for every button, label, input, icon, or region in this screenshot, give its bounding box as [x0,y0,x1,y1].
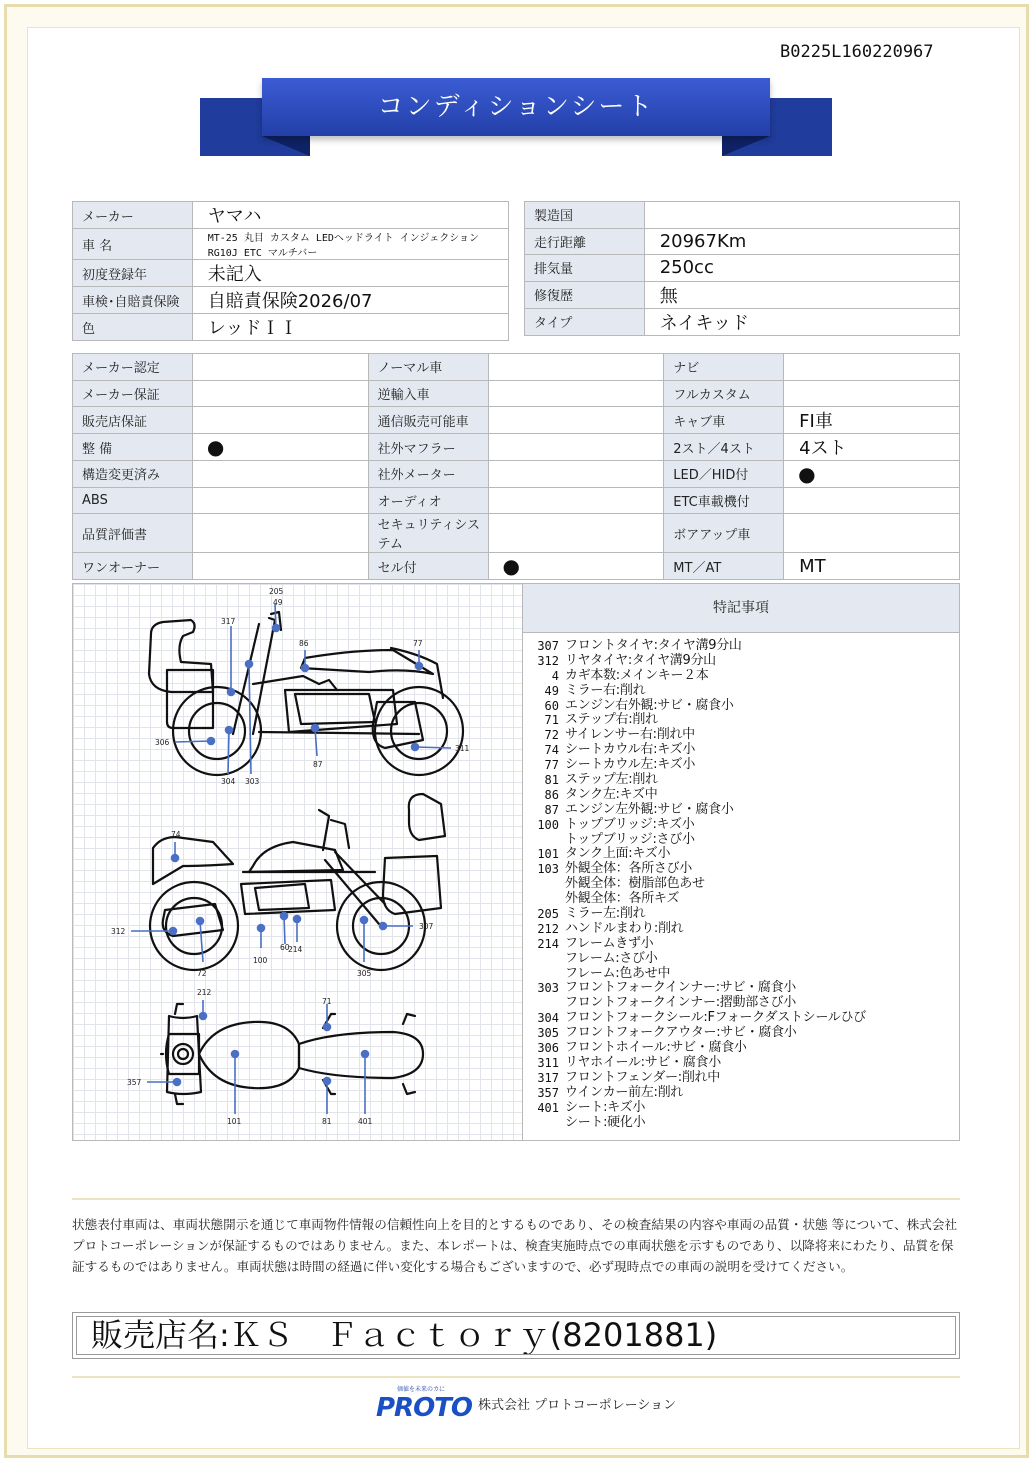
feature-value [488,407,664,434]
table-row [73,202,509,229]
feature-label: オーディオ [368,487,488,514]
note-text: エンジン右外観:サビ・腐食小 [565,697,734,713]
feature-value: ● [488,553,664,580]
list-item [525,937,957,952]
bike-diagram-grid [73,584,523,1140]
table-row [73,287,509,314]
note-number [525,1116,565,1131]
title-ribbon [200,78,832,188]
table-row [73,434,960,461]
note-text: フロントフォークシール:Fフォークダストシールひび [565,1010,866,1026]
cell-label: メーカー [73,202,193,229]
note-number [525,833,565,848]
diagram-label: 304 [221,777,236,786]
list-item [525,892,957,907]
feature-label: 整 備 [73,434,193,461]
note-text: ステップ右:削れ [565,712,658,728]
table-row [525,202,960,229]
diagram-label: 317 [221,617,236,626]
note-number: 86 [544,787,559,802]
feature-value [784,380,960,407]
feature-value [488,487,664,514]
diagram-label: 86 [299,639,309,648]
list-item [525,728,957,743]
feature-value [488,354,664,381]
note-number: 101 [537,847,559,862]
table-row [73,229,509,260]
note-number: 303 [537,981,559,996]
list-item [525,669,957,684]
note-number: 100 [537,817,559,832]
ribbon-fold-left [262,136,310,156]
diagram-label: 312 [111,927,126,936]
list-item [525,922,957,937]
feature-label: 品質評価書 [73,514,193,553]
basic-info-left-table [72,201,509,341]
cell-value: 250cc [644,255,959,282]
list-item [525,877,957,892]
feature-label: ETC車載機付 [664,487,784,514]
table-row [73,380,960,407]
note-number: 49 [544,683,559,698]
note-text: フロントホイール:サビ・腐食小 [565,1040,747,1056]
note-text: トップブリッジ:キズ小 [565,816,695,832]
feature-label: フルカスタム [664,380,784,407]
note-text: フロントフォークアウター:サビ・腐食小 [565,1025,797,1041]
list-item [525,1011,957,1026]
cell-value [644,202,959,229]
cell-label: タイプ [525,308,645,335]
note-text: ミラー右:削れ [565,682,646,698]
table-row [73,553,960,580]
company-name: 株式会社 プロトコーポレーション [478,1398,677,1413]
note-text: エンジン左外観:サビ・腐食小 [565,801,734,817]
feature-label: MT／AT [664,553,784,580]
note-number [525,996,565,1011]
note-number: 71 [544,713,559,728]
basic-info-right-table [524,201,960,336]
cell-label: 車 名 [73,229,193,260]
list-item [525,1026,957,1041]
logo-tagline: 価値を未来のカに [396,1386,445,1393]
list-item [525,818,957,833]
table-row [525,228,960,255]
diagram-label: 71 [322,997,332,1006]
feature-value [192,461,368,488]
note-text: シート:キズ小 [565,1099,646,1115]
cell-label: 排気量 [525,255,645,282]
cell-label: 車検･自賠責保険 [73,287,193,314]
diagram-label: 303 [245,777,260,786]
cell-value: 20967Km [644,228,959,255]
feature-label: ナビ [664,354,784,381]
note-number: 103 [537,862,559,877]
note-number: 60 [544,698,559,713]
cell-label: 製造国 [525,202,645,229]
list-item [525,833,957,848]
feature-value [784,487,960,514]
diagram-label: 305 [357,969,372,978]
cell-value: MT-25 丸目 カスタム LEDヘッドライト インジェクション RG10J ETC マルチバー [192,229,508,260]
list-item [525,654,957,669]
footer-divider [72,1376,960,1378]
feature-label: 販売店保証 [73,407,193,434]
note-number: 4 [551,668,559,683]
list-item [525,1086,957,1101]
list-item [525,1116,957,1131]
note-text: シートカウル左:キズ小 [565,757,696,773]
notes-title: 特記事項 [523,584,959,633]
feature-value [192,487,368,514]
list-item [525,1041,957,1056]
note-text: リヤホイール:サビ・腐食小 [565,1054,721,1070]
note-text: 外観全体：樹脂部色あせ [565,876,705,892]
table-row [73,407,960,434]
diagram-label: 81 [322,1117,332,1126]
feature-label: セキュリティシステム [368,514,488,553]
note-number: 87 [544,802,559,817]
note-number [525,952,565,967]
note-text: カギ本数:メインキー２本 [565,667,709,683]
note-number: 205 [537,907,559,922]
note-number: 357 [537,1085,559,1100]
ribbon-fold-right [722,136,770,156]
note-text: リヤタイヤ:タイヤ溝9分山 [565,652,716,668]
diagram-label: 60 [280,943,290,952]
note-number: 401 [537,1100,559,1115]
feature-label: ABS [73,487,193,514]
note-number: 311 [537,1055,559,1070]
note-number [525,967,565,982]
note-number: 307 [537,639,559,653]
note-number: 317 [537,1070,559,1085]
note-number: 81 [544,773,559,788]
list-item [525,996,957,1011]
list-item [525,788,957,803]
diagram-label: 100 [253,956,268,965]
table-row [525,255,960,282]
note-text: ウインカー前左:削れ [565,1084,683,1100]
bike-diagram [73,584,523,1140]
table-row [73,514,960,553]
feature-value [192,553,368,580]
note-number: 304 [537,1011,559,1026]
note-text: ステップ左:削れ [565,772,658,788]
diagram-label: 87 [313,760,323,769]
list-item [525,967,957,982]
table-row [73,260,509,287]
diagram-label: 205 [269,587,284,596]
note-number: 77 [544,758,559,773]
feature-label: セル付 [368,553,488,580]
cell-label: 初度登録年 [73,260,193,287]
diagram-label: 214 [288,945,303,954]
diagram-label: 311 [455,744,470,753]
list-item [525,952,957,967]
feature-label: 社外マフラー [368,434,488,461]
diagram-label: 306 [155,738,170,747]
disclaimer-text: 状態表付車両は、車両状態開示を通じて車両物件情報の信頼性向上を目的とするものであり、その検査結果の内容や車両の品質・状態 等について、株式会社プロトコーポレーションが保証するものではありません。また、本レポートは、検査実施時点での車両状態を示すものであり、以降将来にわたり、品質を保証するものではありません。車両状態は時間の経過に伴い変化する場合もございますので、必ず現時点での車両の説明を受けてください。 [72,1217,958,1274]
feature-label: 2スト／4スト [664,434,784,461]
note-text: サイレンサー右:削れ中 [565,727,695,743]
cell-value: 無 [644,281,959,308]
feature-value: MT [784,553,960,580]
feature-value [192,514,368,553]
note-number: 74 [544,743,559,758]
feature-label: 社外メーター [368,461,488,488]
diagram-label: 212 [197,988,212,997]
feature-label: ワンオーナー [73,553,193,580]
cell-label: 色 [73,314,193,341]
note-number [525,892,565,907]
feature-label: ノーマル車 [368,354,488,381]
list-item [525,639,957,654]
note-text: トップブリッジ:さび小 [565,831,695,847]
bike-right-side-view [150,794,445,970]
cell-value: ヤマハ [192,202,508,229]
feature-value: FI車 [784,407,960,434]
note-number: 305 [537,1026,559,1041]
feature-value: ● [784,461,960,488]
note-number: 214 [537,936,559,951]
feature-label: キャブ車 [664,407,784,434]
table-row [525,308,960,335]
diagram-label: 74 [171,830,181,839]
list-item [525,684,957,699]
note-text: ハンドルまわり:削れ [565,920,684,936]
shop-name: 販売店名:ＫＳ Ｆａｃｔｏｒｙ(8201881) [76,1316,956,1355]
table-row [73,314,509,341]
list-item [525,773,957,788]
note-text: フレーム:さび小 [565,950,658,966]
feature-value [488,434,664,461]
features-table [72,353,960,580]
list-item [525,1101,957,1116]
diagram-label: 49 [273,598,283,607]
diagram-label: 72 [197,969,207,978]
list-item [525,907,957,922]
condition-diagram-box [72,583,960,1141]
note-text: シート:硬化小 [565,1114,646,1130]
note-text: フロントフォークインナー:サビ・腐食小 [565,980,796,996]
feature-label: ボアアップ車 [664,514,784,553]
note-number: 72 [544,728,559,743]
note-number: 306 [537,1041,559,1056]
note-text: フロントフォークインナー:摺動部さび小 [565,995,796,1011]
diagram-label: 101 [227,1117,242,1126]
cell-label: 修復歴 [525,281,645,308]
feature-value [488,461,664,488]
note-text: 外観全体：各所さび小 [565,861,693,877]
feature-value [488,514,664,553]
feature-value [488,380,664,407]
note-text: フロントフェンダー:削れ中 [565,1069,720,1085]
note-text: ミラー左:削れ [565,906,646,922]
proto-logo [376,1386,473,1423]
diagram-label: 307 [419,922,434,931]
diagram-label: 357 [127,1078,142,1087]
note-number: 212 [537,921,559,936]
feature-label: 構造変更済み [73,461,193,488]
cell-value: 自賠責保険2026/07 [192,287,508,314]
table-row [73,487,960,514]
cell-value: 未記入 [192,260,508,287]
note-text: タンク上面:キズ小 [565,846,671,862]
note-text: 外観全体：各所キズ [565,891,680,907]
feature-label: 逆輸入車 [368,380,488,407]
note-number: 312 [537,653,559,668]
diagram-label: 77 [413,639,423,648]
note-text: シートカウル右:キズ小 [565,742,696,758]
feature-label: 通信販売可能車 [368,407,488,434]
shop-name-box [72,1312,960,1359]
note-text: フレーム:色あせ中 [565,965,671,981]
cell-value: レッドＩＩ [192,314,508,341]
note-number [525,877,565,892]
feature-value [192,354,368,381]
cell-value: ネイキッド [644,308,959,335]
table-row [525,281,960,308]
logo-wordmark: PROTO [376,1393,473,1423]
feature-value [192,407,368,434]
list-item [525,743,957,758]
notes-list [525,639,957,1130]
feature-value [784,514,960,553]
list-item [525,1071,957,1086]
page-title: コンディションシート [262,78,770,136]
note-text: タンク左:キズ中 [565,786,658,802]
list-item [525,758,957,773]
list-item [525,1056,957,1071]
reference-code: B0225L160220967 [780,42,934,62]
cell-label: 走行距離 [525,228,645,255]
note-text: フレームきず小 [565,935,654,951]
feature-label: メーカー認定 [73,354,193,381]
table-row [73,461,960,488]
feature-value: 4スト [784,434,960,461]
note-text: フロントタイヤ:タイヤ溝9分山 [565,638,742,653]
feature-value [784,354,960,381]
feature-label: メーカー保証 [73,380,193,407]
diagram-label: 401 [358,1117,373,1126]
feature-value [192,380,368,407]
feature-label: LED／HID付 [664,461,784,488]
list-item [525,803,957,818]
table-row [73,354,960,381]
feature-value: ● [192,434,368,461]
section-divider [72,1198,960,1200]
